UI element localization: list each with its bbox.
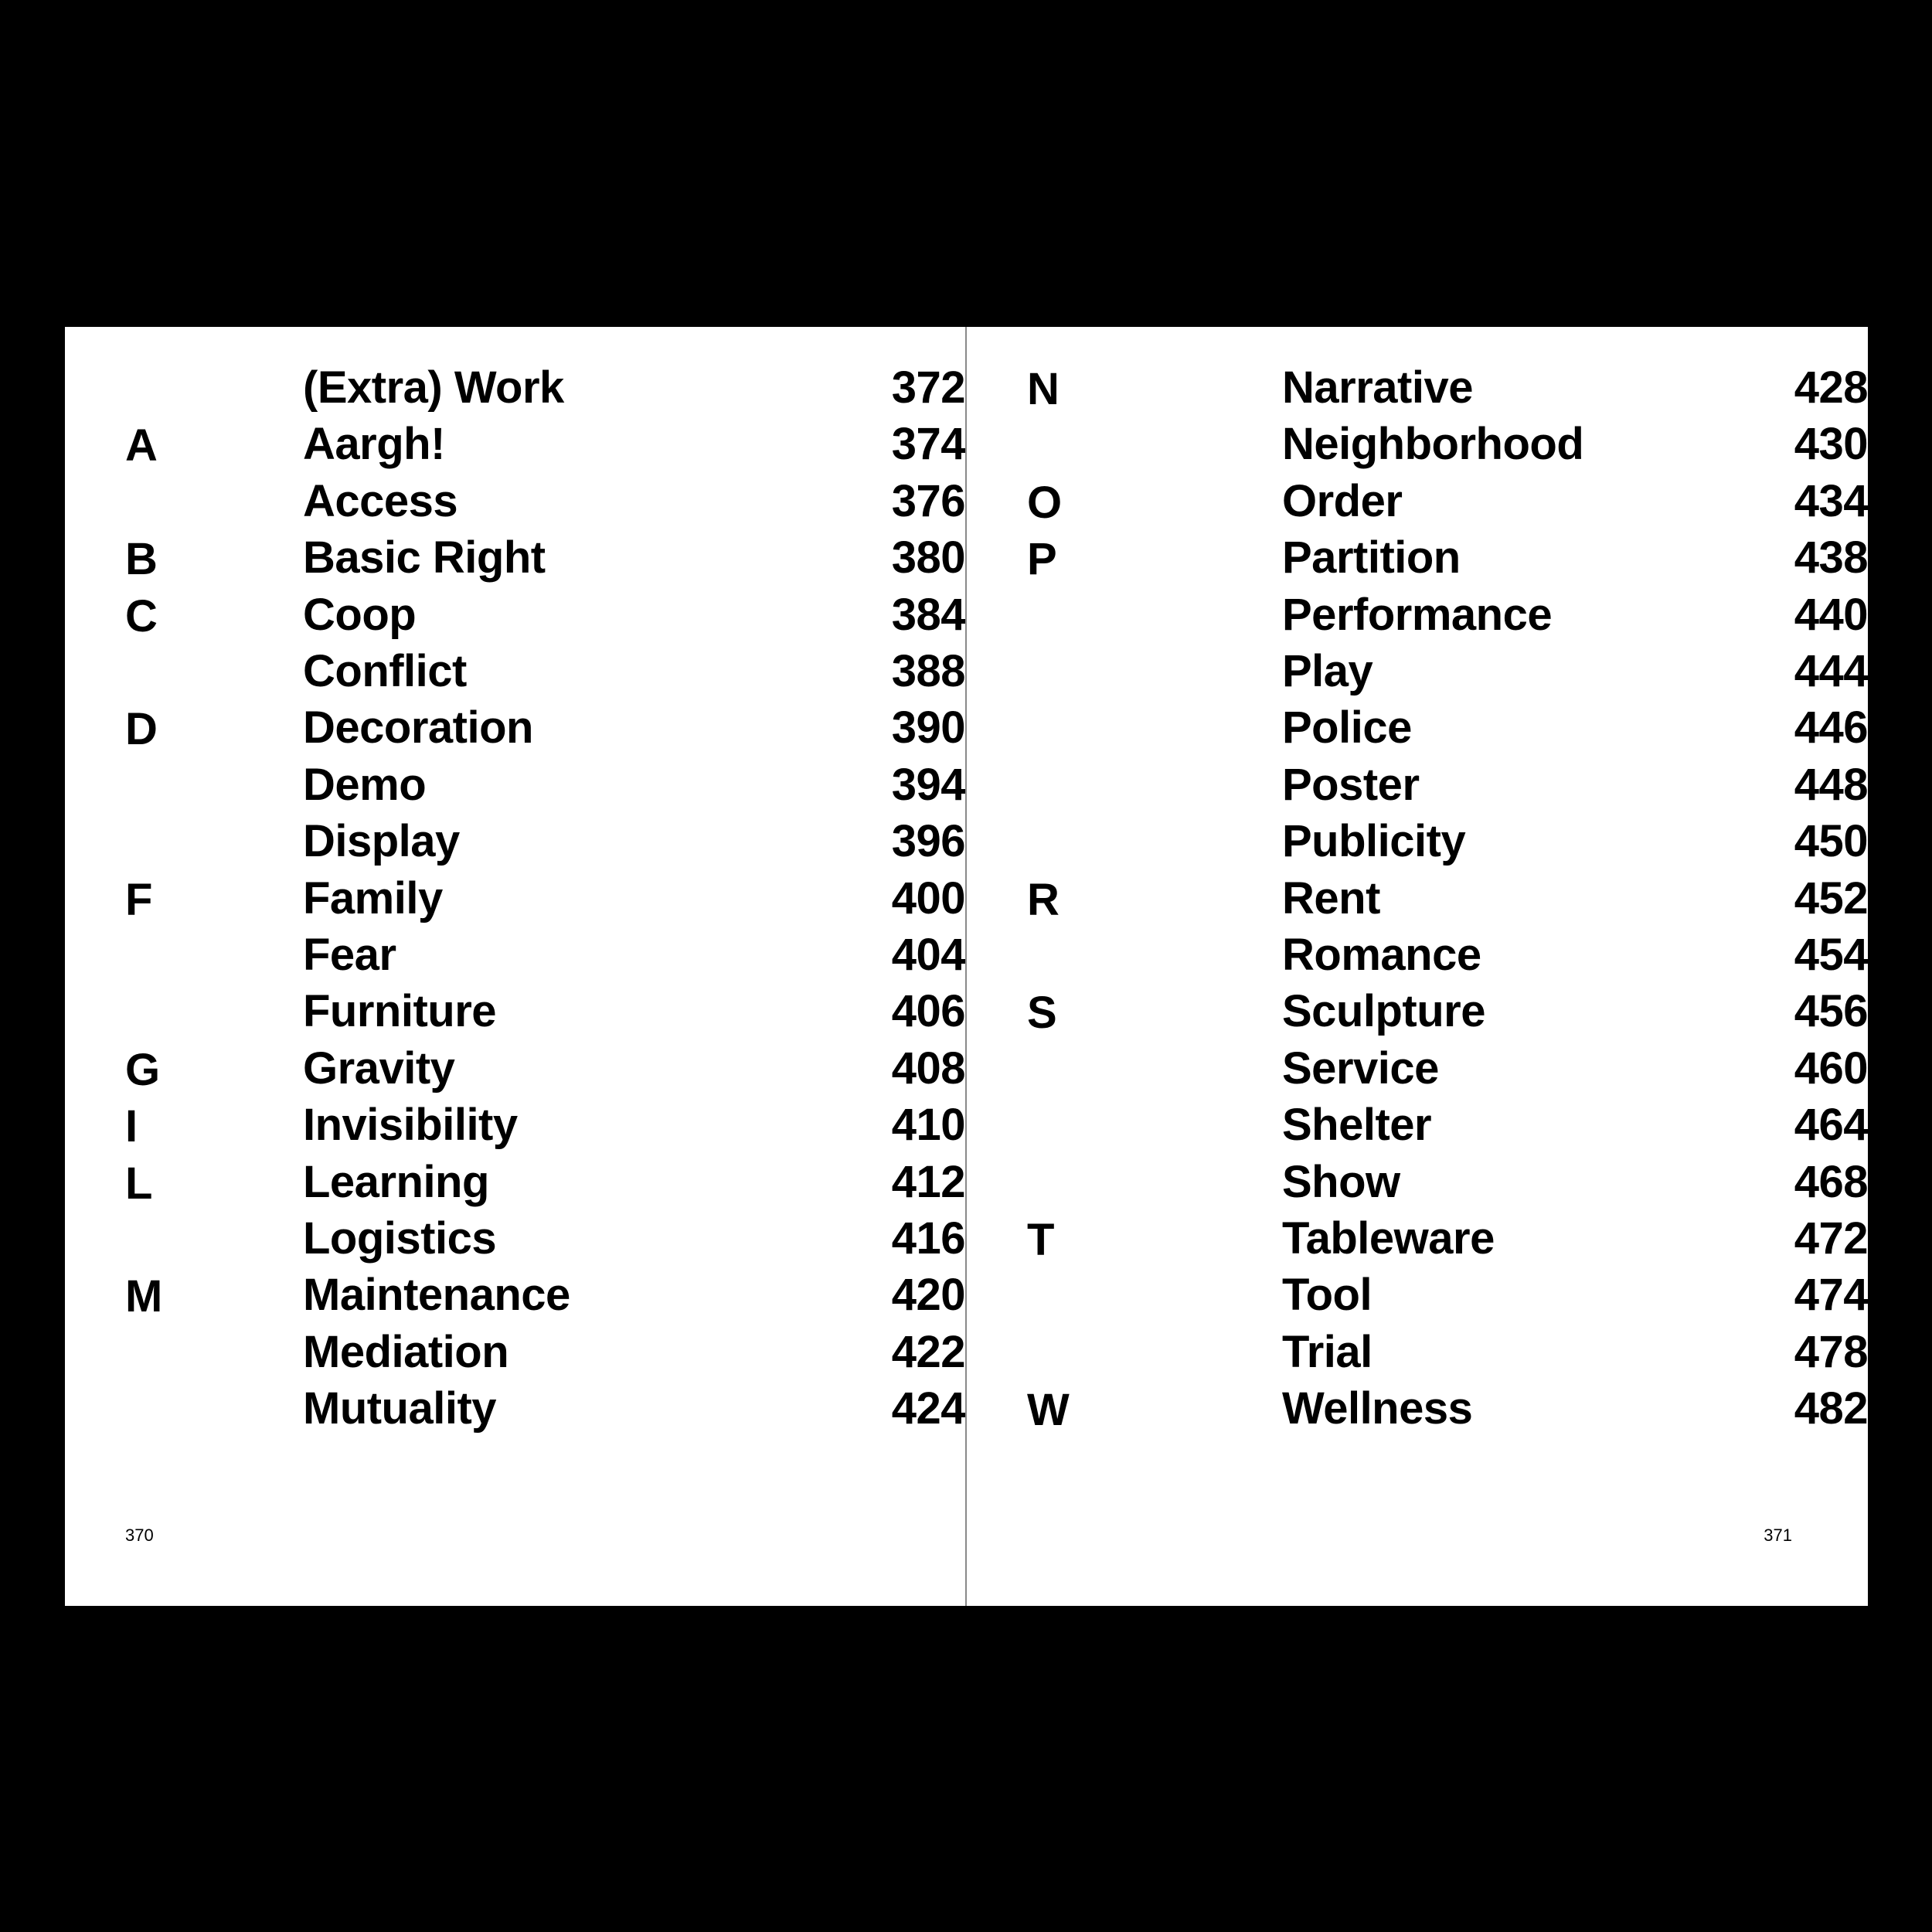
index-term: Trial [1282, 1326, 1372, 1377]
index-page-number: 472 [1794, 1213, 1868, 1264]
index-term: Show [1282, 1156, 1400, 1207]
page-number-right: 371 [1764, 1526, 1792, 1545]
index-term: Decoration [303, 702, 533, 753]
index-entry [967, 1380, 1868, 1437]
index-term: Sculpture [1282, 986, 1485, 1037]
index-page-number: 384 [891, 589, 965, 640]
index-entry [967, 1097, 1868, 1154]
section-letter: S [1027, 988, 1057, 1039]
index-entry [65, 1210, 965, 1267]
index-page-number: 416 [891, 1213, 965, 1264]
index-term: Performance [1282, 589, 1553, 640]
index-page-number: 446 [1794, 702, 1868, 753]
index-entry [967, 813, 1868, 870]
index-term: Mediation [303, 1326, 509, 1377]
index-term: Poster [1282, 759, 1420, 810]
index-entry [65, 1324, 965, 1381]
index-term: Tableware [1282, 1213, 1495, 1264]
page-number-left: 370 [125, 1526, 154, 1545]
index-term: Service [1282, 1043, 1439, 1094]
index-entry [65, 1380, 965, 1437]
index-entry [65, 643, 965, 700]
index-entry [967, 983, 1868, 1040]
index-entry [65, 473, 965, 530]
index-term: Family [303, 872, 443, 923]
index-term: Logistics [303, 1213, 497, 1264]
index-page-number: 448 [1794, 759, 1868, 810]
index-term: Demo [303, 759, 427, 810]
index-page-number: 396 [891, 816, 965, 867]
section-letter: N [1027, 364, 1060, 414]
index-term: Police [1282, 702, 1412, 753]
index-page-number: 482 [1794, 1383, 1868, 1434]
index-page-number: 408 [891, 1043, 965, 1094]
section-letter: T [1027, 1215, 1054, 1265]
section-letter: W [1027, 1385, 1070, 1436]
index-entry [967, 927, 1868, 984]
index-entry [65, 757, 965, 814]
index-entry [967, 359, 1868, 417]
index-term: Access [303, 475, 458, 526]
index-term: Coop [303, 589, 417, 640]
section-letter: B [125, 534, 158, 585]
index-entry [967, 1267, 1868, 1324]
index-entry [65, 927, 965, 984]
index-page-number: 452 [1794, 872, 1868, 923]
index-entry [65, 1040, 965, 1097]
index-entry [65, 870, 965, 927]
index-page-number: 376 [891, 475, 965, 526]
section-letter: R [1027, 874, 1060, 925]
section-letter: P [1027, 534, 1057, 585]
index-page-number: 372 [891, 362, 965, 413]
index-entry [967, 643, 1868, 700]
index-page-number: 464 [1794, 1100, 1868, 1151]
index-term: Gravity [303, 1043, 455, 1094]
index-term: Partition [1282, 532, 1461, 583]
index-term: Conflict [303, 646, 467, 696]
index-term: Basic Right [303, 532, 546, 583]
index-page-number: 456 [1794, 986, 1868, 1037]
index-page-number: 460 [1794, 1043, 1868, 1094]
index-entry [967, 529, 1868, 587]
section-letter: D [125, 704, 158, 755]
index-term: Furniture [303, 986, 497, 1037]
left-page [65, 327, 965, 1606]
index-page-number: 424 [891, 1383, 965, 1434]
index-page-number: 440 [1794, 589, 1868, 640]
index-page-number: 430 [1794, 419, 1868, 470]
index-term: Wellness [1282, 1383, 1473, 1434]
index-page-number: 434 [1794, 475, 1868, 526]
index-term: Fear [303, 930, 396, 980]
book-spread [65, 327, 1868, 1606]
index-page-number: 478 [1794, 1326, 1868, 1377]
index-term: Rent [1282, 872, 1380, 923]
index-term: Shelter [1282, 1100, 1432, 1151]
index-entry [65, 1267, 965, 1324]
index-entry [65, 587, 965, 644]
index-page-number: 438 [1794, 532, 1868, 583]
index-entry [967, 587, 1868, 644]
index-entry [65, 813, 965, 870]
index-entry [65, 416, 965, 473]
section-letter: A [125, 420, 158, 471]
index-page-number: 444 [1794, 646, 1868, 696]
index-term: Neighborhood [1282, 419, 1584, 470]
section-letter: L [125, 1158, 152, 1209]
index-entry [65, 699, 965, 757]
index-entry [967, 416, 1868, 473]
index-page-number: 388 [891, 646, 965, 696]
index-term: (Extra) Work [303, 362, 564, 413]
section-letter: C [125, 590, 158, 641]
index-entry [967, 1154, 1868, 1211]
section-letter: O [1027, 477, 1062, 528]
index-entry [967, 1210, 1868, 1267]
index-page-number: 394 [891, 759, 965, 810]
right-page [967, 327, 1868, 1606]
index-page-number: 474 [1794, 1270, 1868, 1321]
index-term: Play [1282, 646, 1373, 696]
index-page-number: 428 [1794, 362, 1868, 413]
section-letter: M [125, 1271, 162, 1322]
index-page-number: 406 [891, 986, 965, 1037]
index-page-number: 468 [1794, 1156, 1868, 1207]
index-page-number: 454 [1794, 930, 1868, 980]
index-entry [65, 983, 965, 1040]
index-entry [967, 1040, 1868, 1097]
index-page-number: 400 [891, 872, 965, 923]
index-page-number: 380 [891, 532, 965, 583]
index-page-number: 420 [891, 1270, 965, 1321]
index-entry [967, 699, 1868, 757]
index-term: Romance [1282, 930, 1481, 980]
index-entry [967, 870, 1868, 927]
index-entry [65, 1154, 965, 1211]
index-term: Learning [303, 1156, 489, 1207]
index-term: Maintenance [303, 1270, 570, 1321]
index-entry [967, 1324, 1868, 1381]
index-term: Narrative [1282, 362, 1473, 413]
section-letter: G [125, 1044, 160, 1095]
index-page-number: 450 [1794, 816, 1868, 867]
index-term: Tool [1282, 1270, 1372, 1321]
section-letter: I [125, 1101, 138, 1152]
index-term: Mutuality [303, 1383, 497, 1434]
index-page-number: 422 [891, 1326, 965, 1377]
index-page-number: 410 [891, 1100, 965, 1151]
index-entry [967, 757, 1868, 814]
index-term: Publicity [1282, 816, 1466, 867]
index-term: Aargh! [303, 419, 445, 470]
index-term: Display [303, 816, 460, 867]
index-page-number: 404 [891, 930, 965, 980]
index-term: Invisibility [303, 1100, 518, 1151]
index-entry [65, 529, 965, 587]
index-page-number: 374 [891, 419, 965, 470]
index-page-number: 412 [891, 1156, 965, 1207]
section-letter: F [125, 874, 152, 925]
index-entry [967, 473, 1868, 530]
index-entry [65, 359, 965, 417]
index-page-number: 390 [891, 702, 965, 753]
index-term: Order [1282, 475, 1403, 526]
index-entry [65, 1097, 965, 1154]
